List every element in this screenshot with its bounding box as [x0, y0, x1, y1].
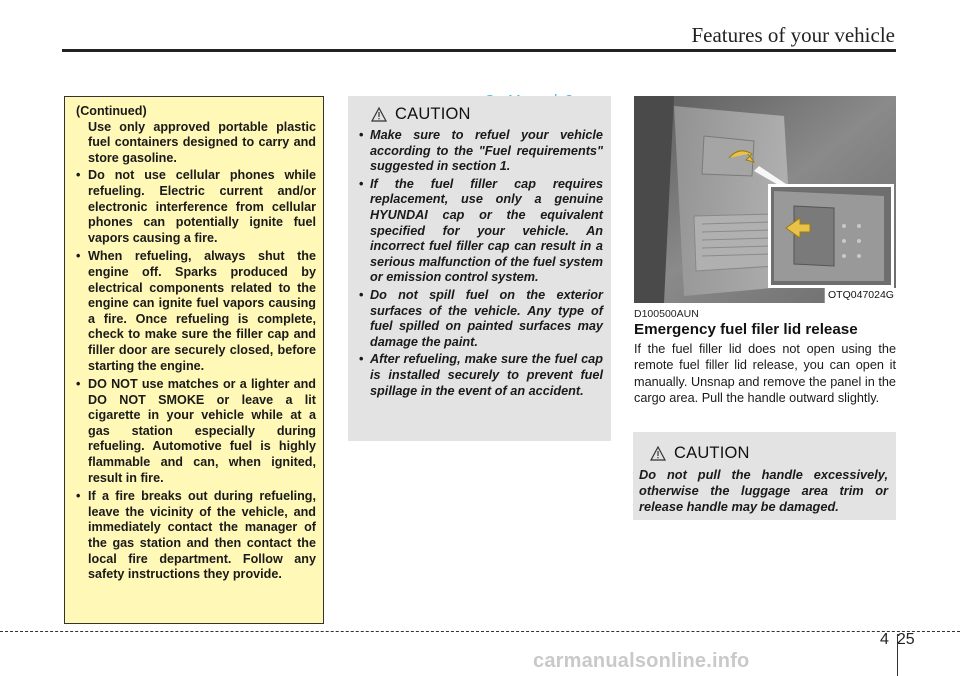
caution-heading: [650, 442, 888, 464]
warning-box: [64, 96, 324, 624]
caution-box-handle: [633, 432, 896, 520]
caution-box-refueling: [348, 96, 611, 441]
warning-list: [76, 168, 316, 582]
section-body: If the fuel filler lid does not open using the remote fuel filler lid release, you can open it manually. Unsnap and remove the panel in the cargo area. Pull the handle outward slightly.: [634, 342, 896, 405]
figure-code: OTQ047024G: [824, 288, 897, 303]
warning-lead-text: Use only approved portable plastic fuel containers designed to carry and store gasoline.: [88, 119, 316, 165]
warning-item: • DO NOT use matches or a lighter and DO NOT SMOKE or leave a lit cigarette in your vehicle while at a gas station especially during refueling. Automotive fuel is highly flammable and can, when ignited, result in fire.: [76, 377, 316, 486]
warning-item: • When refueling, always shut the engine off. Sparks produced by electrical components related to the engine can ignite fuel vapors causing a fire. Once refueling is complete, check to make sure the filler cap and filler door are securely closed, before starting the engine.: [76, 249, 316, 374]
header-rule: [62, 49, 896, 52]
cargo-area-photo: [634, 96, 896, 303]
warning-item: • Do not use cellular phones while refueling. Electric current and/or electronic interference from cellular phones can potentially ignite fuel vapors causing a fire.: [76, 168, 316, 246]
watermark-bottom: carmanualsonline.info: [533, 650, 750, 672]
caution-item: • Make sure to refuel your vehicle according to the "Fuel requirements" suggested in section 1.: [359, 128, 603, 175]
section-code: D100500AUN: [634, 308, 699, 320]
continued-label: (Continued): [76, 104, 147, 118]
warning-triangle-icon: [650, 446, 666, 461]
caution-title: CAUTION: [674, 443, 750, 462]
warning-triangle-icon: [371, 107, 387, 122]
chapter-number: 4: [880, 631, 889, 648]
section-title: Emergency fuel filer lid release: [634, 321, 858, 338]
caution-heading: [371, 103, 603, 125]
warning-item: • If a fire breaks out during refueling, leave the vicinity of the vehicle, and immediately contact the manager of the gas station and then contact the local fire department. Follow any safety instructions they provide.: [76, 489, 316, 583]
caution-list: [359, 128, 603, 399]
caution-title: CAUTION: [395, 104, 471, 123]
caution-text: Do not pull the handle excessively, otherwise the luggage area trim or release handle may be damaged.: [639, 467, 888, 514]
caution-item: • Do not spill fuel on the exterior surfaces of the vehicle. Any type of fuel spilled on painted surfaces may damage the paint.: [359, 288, 603, 350]
cargo-panel-illustration: [634, 96, 896, 303]
caution-item: • After refueling, make sure the fuel cap is installed securely to prevent fuel spillage in the event of an accident.: [359, 352, 603, 399]
footer-dashed-rule: [0, 631, 960, 632]
caution-item: • If the fuel filler cap requires replacement, use only a genuine HYUNDAI cap or the equivalent specified for your vehicle. An incorrect fuel filler cap can result in a serious malfunction of the fuel system or emission control system.: [359, 177, 603, 286]
page-number: [880, 631, 915, 649]
page-number-value: 25: [896, 631, 915, 648]
running-header-title: Features of your vehicle: [691, 23, 895, 47]
